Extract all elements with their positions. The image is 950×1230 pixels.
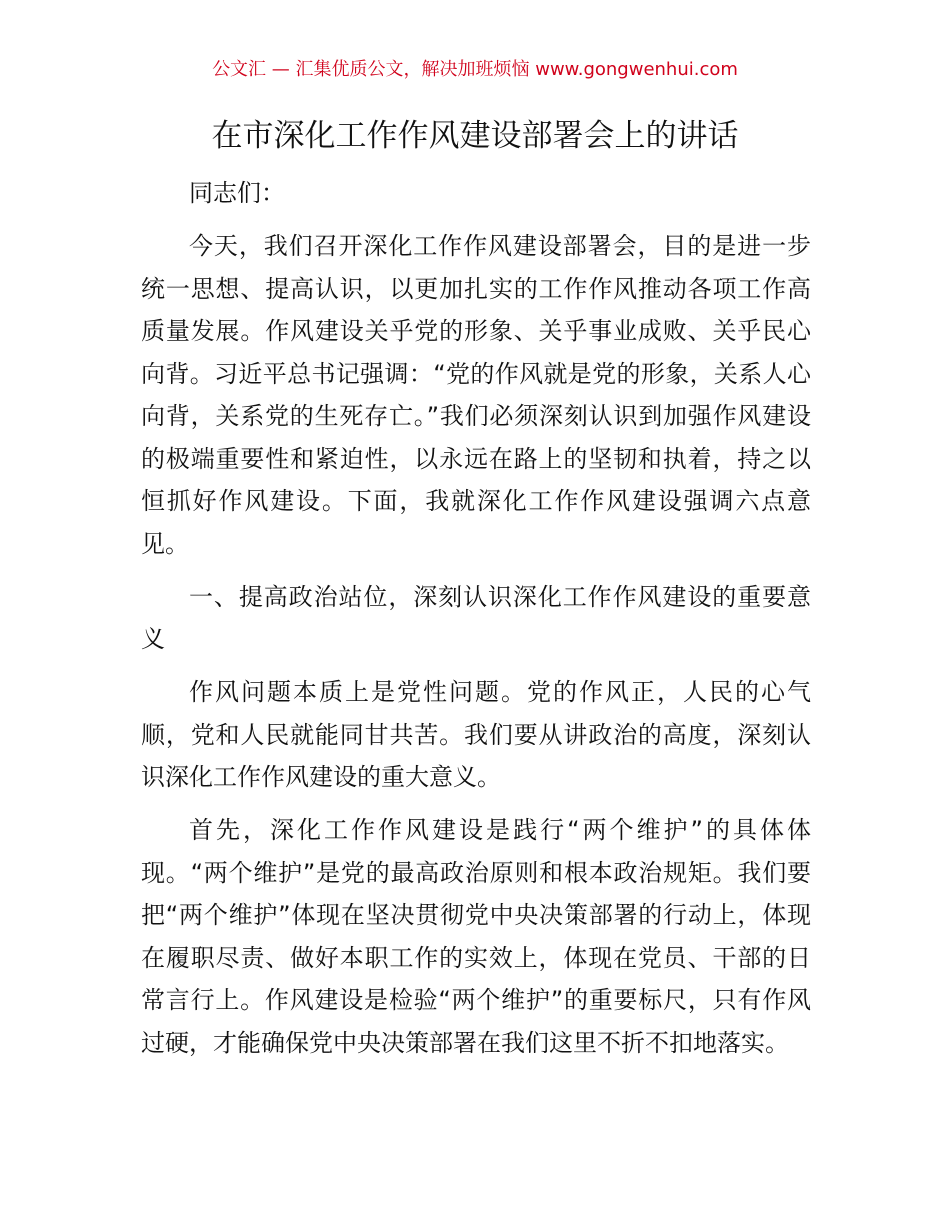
paragraph-section-1: 作风问题本质上是党性问题。党的作风正，人民的心气顺，党和人民就能同甘共苦。我们要从讲政治的高度，深刻认识深化工作作风建设的重大意义。 bbox=[141, 678, 811, 791]
paragraph-first-point: 首先，深化工作作风建设是践行“两个维护”的具体体现。“两个维护”是党的最高政治原则和根本政治规矩。我们要把“两个维护”体现在坚决贯彻党中央决策部署的行动上，体现在履职尽责、做好本职工作的实效上，体现在党员、干部的日常言行上。作风建设是检验“两个维护”的重要标尺，只有作风过硬，才能确保党中央决策部署在我们这里不折不扣地落实。 bbox=[141, 816, 811, 1057]
header-banner[interactable]: 公文汇 — 汇集优质公文，解决加班烦恼 www.gongwenhui.com bbox=[212, 59, 738, 80]
document-body bbox=[141, 172, 811, 1075]
salutation: 同志们： bbox=[189, 179, 285, 207]
paragraph-intro: 今天，我们召开深化工作作风建设部署会，目的是进一步统一思想、提高认识，以更加扎实的工作作风推动各项工作高质量发展。作风建设关乎党的形象、关乎事业成败、关乎民心向背。习近平总书记强调：“党的作风就是党的形象，关系人心向背，关系党的生死存亡。”我们必须深刻认识到加强作风建设的极端重要性和紧迫性，以永远在路上的坚韧和执着，持之以恒抓好作风建设。下面，我就深化工作作风建设强调六点意见。 bbox=[141, 232, 811, 558]
document-title: 在市深化工作作风建设部署会上的讲话 bbox=[211, 118, 739, 154]
section-heading-1: 一、提高政治站位，深刻认识深化工作作风建设的重要意义 bbox=[141, 582, 811, 653]
